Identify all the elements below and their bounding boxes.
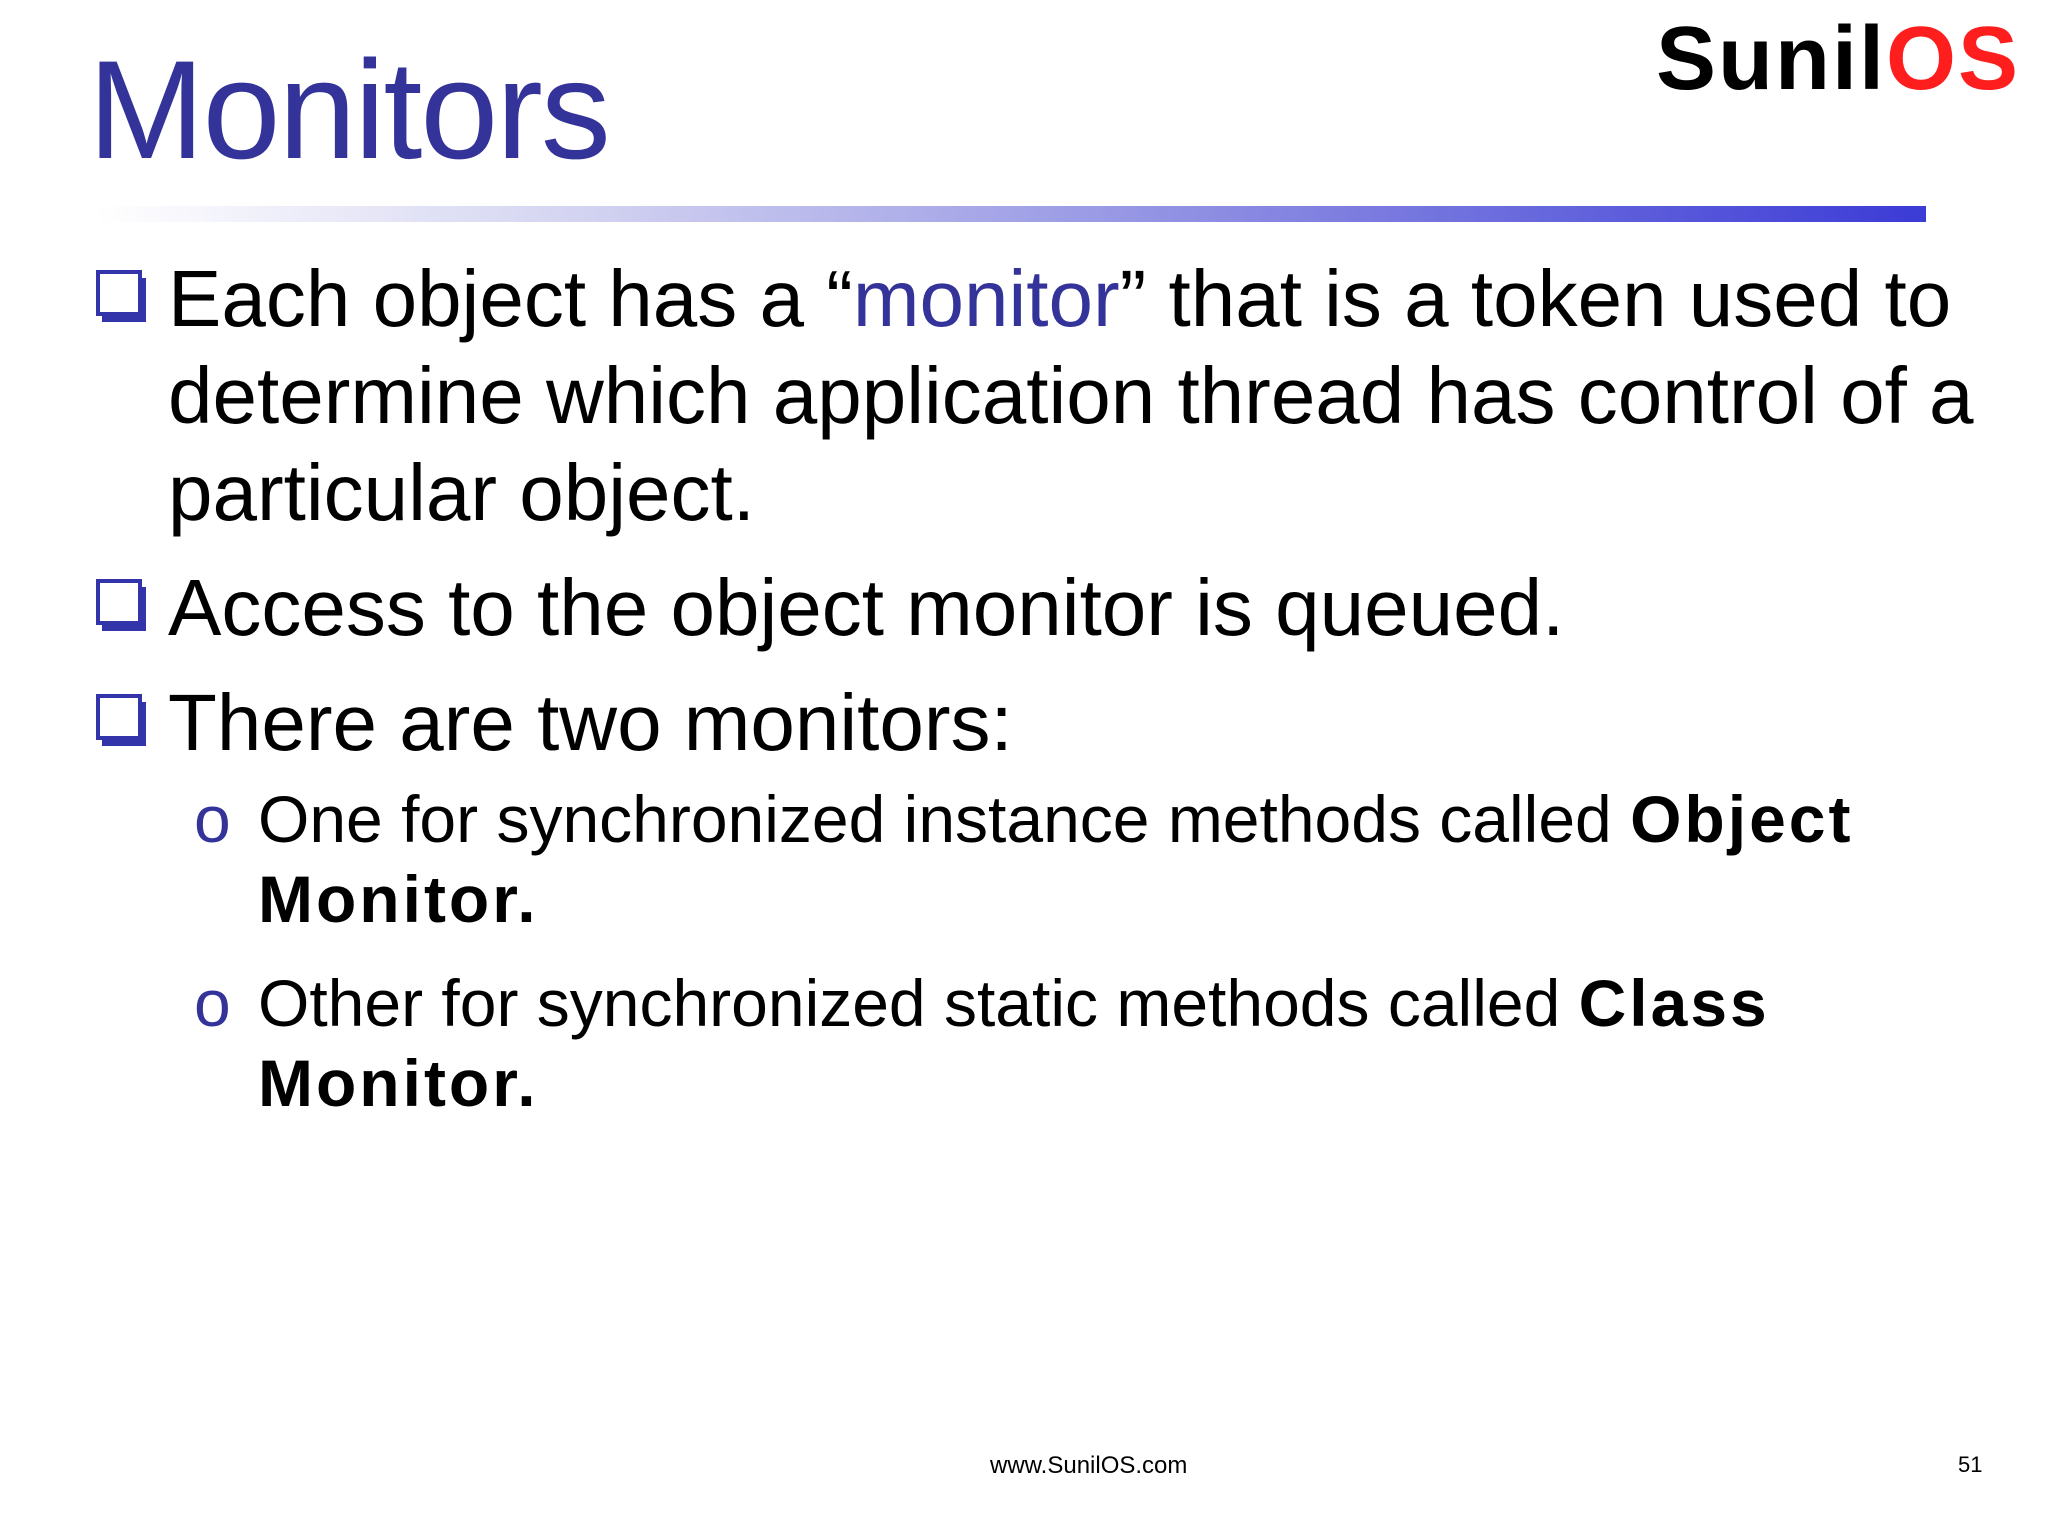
logo-text-sunil: Sunil (1656, 9, 1886, 109)
logo-text-os: OS (1886, 9, 2021, 109)
bullet-list (92, 250, 1992, 1141)
sub-bullet-bold: Object Monitor. (258, 782, 1854, 936)
footer-url: www.SunilOS.com (990, 1452, 1188, 1479)
bullet-text-after: ” that is a token used to determine which application thread has control of a particular object. (168, 254, 1974, 537)
sub-bullet-item (194, 779, 1992, 939)
bullet-item (92, 559, 1992, 656)
sub-bullet-list (92, 779, 1992, 1123)
sub-bullet-text: One for synchronized instance methods called (258, 782, 1631, 856)
checkbox-bullet-icon (96, 270, 146, 320)
page-number: 51 (1958, 1452, 1983, 1477)
bullet-text: Access to the object monitor is queued. (168, 563, 1565, 652)
slide-title: Monitors (88, 31, 609, 188)
bullet-item (92, 674, 1992, 771)
checkbox-bullet-icon (96, 694, 146, 744)
bullet-item (92, 250, 1992, 541)
bullet-text: There are two monitors: (168, 678, 1013, 767)
circle-bullet-icon: o (194, 782, 231, 856)
checkbox-bullet-icon (96, 579, 146, 629)
sub-bullet-bold: Class Monitor. (258, 966, 1770, 1120)
sunilos-logo (1656, 9, 2021, 109)
sub-bullet-item (194, 963, 1992, 1123)
bullet-text-before: Each object has a “ (168, 254, 853, 343)
title-underline (96, 206, 1926, 222)
sub-bullet-text: Other for synchronized static methods called (258, 966, 1579, 1040)
circle-bullet-icon: o (194, 966, 231, 1040)
bullet-highlight-monitor: monitor (852, 254, 1120, 343)
